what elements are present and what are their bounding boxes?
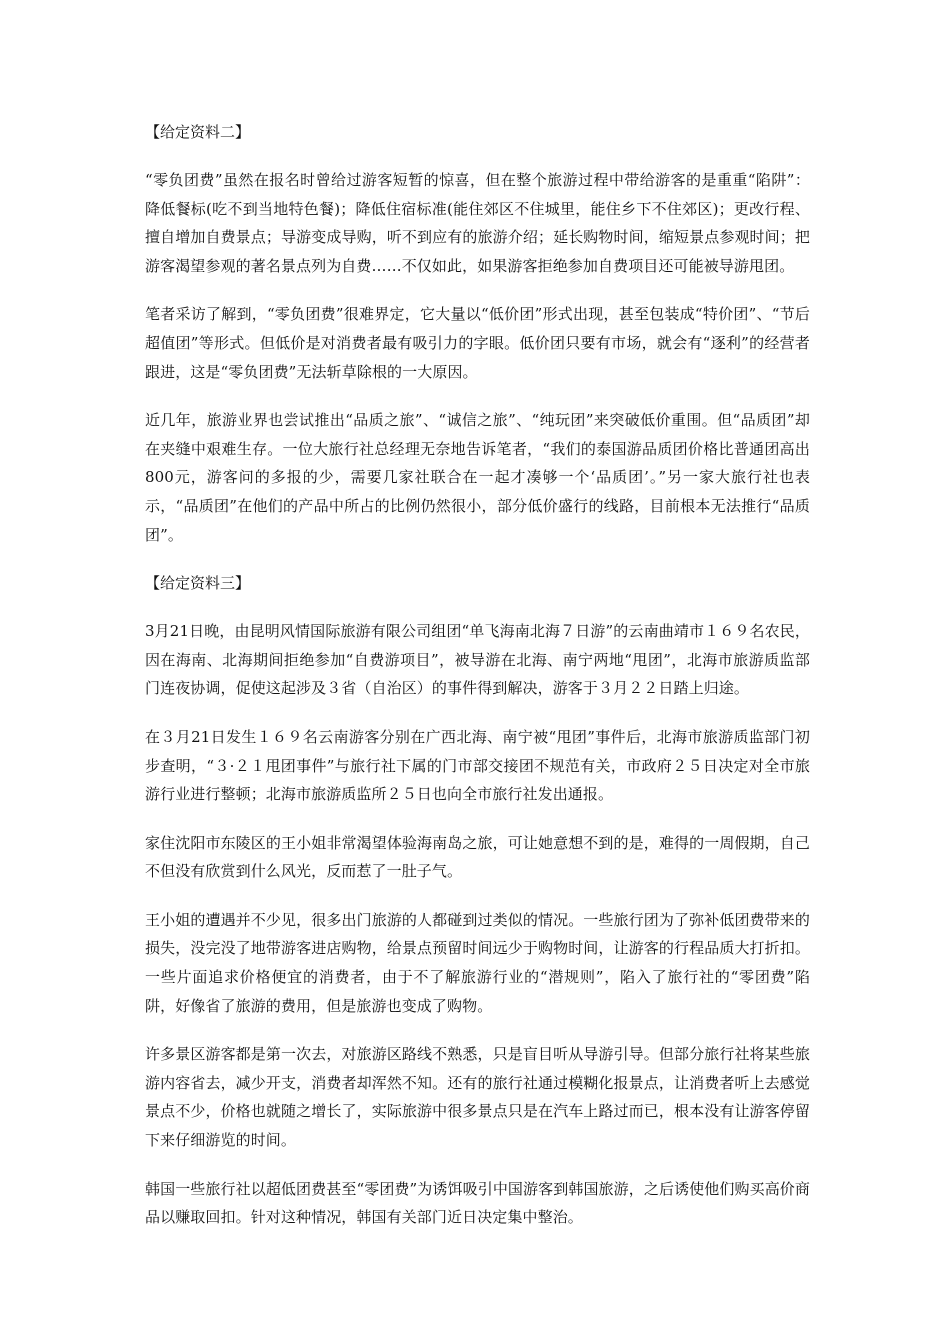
section-two-heading: 【给定资料二】 <box>145 123 251 141</box>
section-three-paragraph-4: 王小姐的遭遇并不少见，很多出门旅游的人都碰到过类似的情况。一些旅行团为了弥补低团费带来的损失，没完没了地带游客进店购物，给景点预留时间远少于购物时间，让游客的行程品质大打折扣。一些片面追求价格便宜的消费者，由于不了解旅游行业的“潜规则”，陷入了旅行社的“零团费”陷阱，好像省了旅游的费用，但是旅游也变成了购物。 <box>145 910 810 1015</box>
section-three-paragraph-2: 在３月21日发生１６９名云南游客分别在广西北海、南宁被“甩团”事件后，北海市旅游质监部门初步查明，“３·２１甩团事件”与旅行社下属的门市部交接团不规范有关，市政府２５日决定对全市旅游行业进行整顿；北海市旅游质监所２５日也向全市旅行社发出通报。 <box>145 727 810 804</box>
section-three-paragraph-6: 韩国一些旅行社以超低团费甚至“零团费”为诱饵吸引中国游客到韩国旅游，之后诱使他们购买高价商品以赚取回扣。针对这种情况，韩国有关部门近日决定集中整治。 <box>145 1179 810 1227</box>
section-two-paragraph-1: “零负团费”虽然在报名时曾给过游客短暂的惊喜，但在整个旅游过程中带给游客的是重重“陷阱”：降低餐标(吃不到当地特色餐)；降低住宿标准(能住郊区不住城里，能住乡下不住郊区)；更改行程、擅自增加自费景点；导游变成导购，听不到应有的旅游介绍；延长购物时间，缩短景点参观时间；把游客渴望参观的著名景点列为自费……不仅如此，如果游客拒绝参加自费项目还可能被导游甩团。 <box>145 171 810 275</box>
section-three-paragraph-5: 许多景区游客都是第一次去，对旅游区路线不熟悉，只是盲目听从导游引导。但部分旅行社将某些旅游内容省去，减少开支，消费者却浑然不知。还有的旅行社通过模糊化报景点，让消费者听上去感觉景点不少，价格也就随之增长了，实际旅游中很多景点只是在汽车上路过而已，根本没有让游客停留下来仔细游览的时间。 <box>145 1045 810 1150</box>
section-three-heading: 【给定资料三】 <box>145 574 251 593</box>
section-two-paragraph-2: 笔者采访了解到，“零负团费”很难界定，它大量以“低价团”形式出现，甚至包装成“特价团”、“节后超值团”等形式。但低价是对消费者最有吸引力的字眼。低价团只要有市场，就会有“逐利”的经营者跟进，这是“零负团费”无法斩草除根的一大原因。 <box>145 305 810 381</box>
section-two-paragraph-3: 近几年，旅游业界也尝试推出“品质之旅”、“诚信之旅”、“纯玩团”来突破低价重围。但“品质团”却在夹缝中艰难生存。一位大旅行社总经理无奈地告诉笔者，“我们的泰国游品质团价格比普通团高出800元，游客问的多报的少，需要几家社联合在一起才凑够一个‘品质团’。”另一家大旅行社也表示，“品质团”在他们的产品中所占的比例仍然很小，部分低价盛行的线路，目前根本无法推行“品质团”。 <box>145 411 810 544</box>
document-page <box>145 118 810 1252</box>
section-three-paragraph-1: 3月21日晚，由昆明风情国际旅游有限公司组团“单飞海南北海７日游”的云南曲靖市１６９名农民，因在海南、北海期间拒绝参加“自费游项目”，被导游在北海、南宁两地“甩团”，北海市旅游质监部门连夜协调，促使这起涉及３省（自治区）的事件得到解决，游客于３月２２日踏上归途。 <box>145 622 810 698</box>
section-three-paragraph-3: 家住沈阳市东陵区的王小姐非常渴望体验海南岛之旅，可让她意想不到的是，难得的一周假期，自己不但没有欣赏到什么风光，反而惹了一肚子气。 <box>145 833 810 881</box>
